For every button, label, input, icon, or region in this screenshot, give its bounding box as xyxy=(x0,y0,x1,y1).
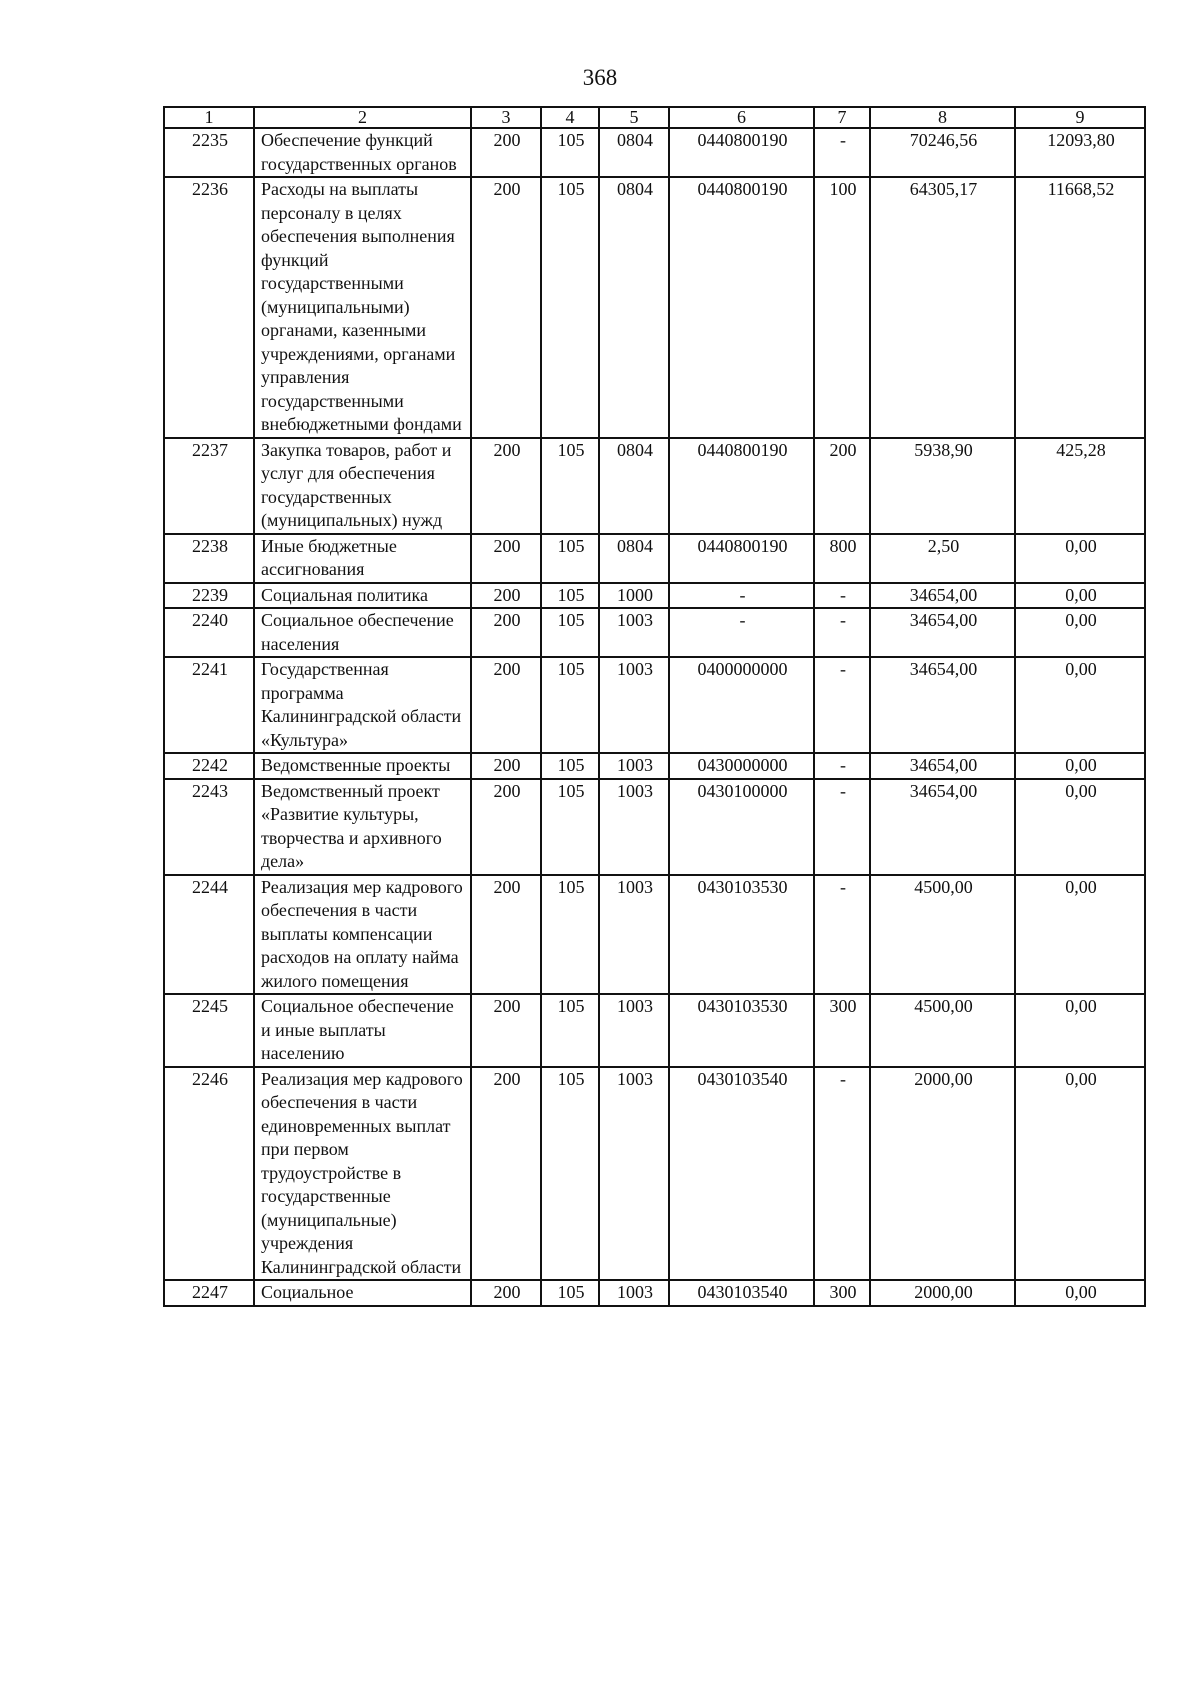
cell-col5: 0804 xyxy=(599,177,669,438)
cell-col8: 64305,17 xyxy=(870,177,1015,438)
cell-col3: 200 xyxy=(471,753,541,779)
row-name: Реализация мер кадрового обеспечения в части единовременных выплат при первом трудоустройстве в государственные (муниципальные) учреждения Калининградской области xyxy=(254,1067,471,1281)
cell-col6: 0430103530 xyxy=(669,875,814,995)
cell-col5: 1003 xyxy=(599,1067,669,1281)
cell-col6: 0440800190 xyxy=(669,534,814,583)
cell-col9: 0,00 xyxy=(1015,1067,1145,1281)
cell-col6: 0430000000 xyxy=(669,753,814,779)
cell-col5: 1003 xyxy=(599,753,669,779)
table-body xyxy=(164,107,1145,1306)
table-row xyxy=(164,534,1145,583)
cell-col8: 4500,00 xyxy=(870,875,1015,995)
cell-col8: 4500,00 xyxy=(870,994,1015,1067)
cell-col8: 70246,56 xyxy=(870,128,1015,177)
header-cell: 4 xyxy=(541,107,599,128)
cell-col7: - xyxy=(814,583,870,609)
table-row xyxy=(164,753,1145,779)
cell-col9: 11668,52 xyxy=(1015,177,1145,438)
cell-col6: 0440800190 xyxy=(669,128,814,177)
row-name: Ведомственные проекты xyxy=(254,753,471,779)
header-cell: 7 xyxy=(814,107,870,128)
cell-col6: 0440800190 xyxy=(669,177,814,438)
cell-col8: 34654,00 xyxy=(870,608,1015,657)
row-name: Государственная программа Калининградской области «Культура» xyxy=(254,657,471,753)
cell-col9: 0,00 xyxy=(1015,875,1145,995)
cell-col7: - xyxy=(814,608,870,657)
cell-col7: 300 xyxy=(814,1280,870,1306)
row-number: 2244 xyxy=(164,875,254,995)
cell-col7: - xyxy=(814,779,870,875)
cell-col9: 0,00 xyxy=(1015,608,1145,657)
table-row xyxy=(164,128,1145,177)
row-name: Социальное xyxy=(254,1280,471,1306)
header-cell: 5 xyxy=(599,107,669,128)
cell-col7: 100 xyxy=(814,177,870,438)
row-number: 2245 xyxy=(164,994,254,1067)
row-name: Социальное обеспечение населения xyxy=(254,608,471,657)
cell-col4: 105 xyxy=(541,1067,599,1281)
cell-col7: - xyxy=(814,753,870,779)
cell-col3: 200 xyxy=(471,534,541,583)
cell-col4: 105 xyxy=(541,177,599,438)
table-row xyxy=(164,438,1145,534)
cell-col5: 0804 xyxy=(599,534,669,583)
cell-col5: 0804 xyxy=(599,438,669,534)
table-row xyxy=(164,657,1145,753)
cell-col3: 200 xyxy=(471,608,541,657)
row-name: Расходы на выплаты персоналу в целях обеспечения выполнения функций государственными (муниципальными) органами, казенными учреждениями, органами управления государственными внебюджетными фондами xyxy=(254,177,471,438)
cell-col8: 34654,00 xyxy=(870,779,1015,875)
row-name: Социальное обеспечение и иные выплаты населению xyxy=(254,994,471,1067)
row-number: 2247 xyxy=(164,1280,254,1306)
cell-col7: - xyxy=(814,128,870,177)
row-number: 2246 xyxy=(164,1067,254,1281)
cell-col4: 105 xyxy=(541,779,599,875)
row-number: 2243 xyxy=(164,779,254,875)
cell-col5: 1003 xyxy=(599,994,669,1067)
row-name: Социальная политика xyxy=(254,583,471,609)
cell-col4: 105 xyxy=(541,608,599,657)
cell-col3: 200 xyxy=(471,657,541,753)
table-row xyxy=(164,875,1145,995)
cell-col9: 0,00 xyxy=(1015,657,1145,753)
cell-col3: 200 xyxy=(471,177,541,438)
cell-col9: 0,00 xyxy=(1015,583,1145,609)
cell-col4: 105 xyxy=(541,1280,599,1306)
cell-col5: 1003 xyxy=(599,1280,669,1306)
cell-col3: 200 xyxy=(471,994,541,1067)
row-name: Ведомственный проект «Развитие культуры, творчества и архивного дела» xyxy=(254,779,471,875)
cell-col4: 105 xyxy=(541,657,599,753)
cell-col9: 425,28 xyxy=(1015,438,1145,534)
row-number: 2237 xyxy=(164,438,254,534)
cell-col3: 200 xyxy=(471,583,541,609)
cell-col3: 200 xyxy=(471,779,541,875)
table-row xyxy=(164,177,1145,438)
cell-col3: 200 xyxy=(471,438,541,534)
cell-col7: 200 xyxy=(814,438,870,534)
cell-col9: 0,00 xyxy=(1015,534,1145,583)
cell-col7: - xyxy=(814,875,870,995)
cell-col9: 0,00 xyxy=(1015,779,1145,875)
cell-col7: 800 xyxy=(814,534,870,583)
header-cell: 8 xyxy=(870,107,1015,128)
row-name: Закупка товаров, работ и услуг для обеспечения государственных (муниципальных) нужд xyxy=(254,438,471,534)
cell-col4: 105 xyxy=(541,583,599,609)
cell-col4: 105 xyxy=(541,438,599,534)
cell-col8: 2,50 xyxy=(870,534,1015,583)
cell-col9: 0,00 xyxy=(1015,1280,1145,1306)
cell-col5: 0804 xyxy=(599,128,669,177)
header-cell: 6 xyxy=(669,107,814,128)
cell-col3: 200 xyxy=(471,1280,541,1306)
cell-col4: 105 xyxy=(541,994,599,1067)
cell-col6: - xyxy=(669,583,814,609)
cell-col4: 105 xyxy=(541,875,599,995)
table-row xyxy=(164,1067,1145,1281)
row-number: 2238 xyxy=(164,534,254,583)
cell-col8: 34654,00 xyxy=(870,753,1015,779)
row-number: 2242 xyxy=(164,753,254,779)
header-cell: 3 xyxy=(471,107,541,128)
row-number: 2241 xyxy=(164,657,254,753)
row-number: 2236 xyxy=(164,177,254,438)
cell-col8: 2000,00 xyxy=(870,1280,1015,1306)
cell-col4: 105 xyxy=(541,534,599,583)
cell-col5: 1003 xyxy=(599,657,669,753)
cell-col4: 105 xyxy=(541,753,599,779)
cell-col7: - xyxy=(814,657,870,753)
cell-col5: 1003 xyxy=(599,608,669,657)
cell-col8: 34654,00 xyxy=(870,657,1015,753)
cell-col6: 0430103530 xyxy=(669,994,814,1067)
header-cell: 2 xyxy=(254,107,471,128)
cell-col7: 300 xyxy=(814,994,870,1067)
cell-col6: - xyxy=(669,608,814,657)
row-number: 2239 xyxy=(164,583,254,609)
cell-col6: 0400000000 xyxy=(669,657,814,753)
page-number: 368 xyxy=(582,65,618,90)
cell-col8: 34654,00 xyxy=(870,583,1015,609)
cell-col7: - xyxy=(814,1067,870,1281)
cell-col5: 1003 xyxy=(599,779,669,875)
row-name: Обеспечение функций государственных органов xyxy=(254,128,471,177)
cell-col9: 12093,80 xyxy=(1015,128,1145,177)
header-row xyxy=(164,107,1145,128)
row-name: Иные бюджетные ассигнования xyxy=(254,534,471,583)
cell-col8: 2000,00 xyxy=(870,1067,1015,1281)
table-row xyxy=(164,779,1145,875)
cell-col3: 200 xyxy=(471,1067,541,1281)
cell-col5: 1000 xyxy=(599,583,669,609)
row-name: Реализация мер кадрового обеспечения в части выплаты компенсации расходов на оплату найма жилого помещения xyxy=(254,875,471,995)
cell-col4: 105 xyxy=(541,128,599,177)
cell-col6: 0430103540 xyxy=(669,1067,814,1281)
row-number: 2235 xyxy=(164,128,254,177)
cell-col3: 200 xyxy=(471,875,541,995)
header-cell: 1 xyxy=(164,107,254,128)
cell-col8: 5938,90 xyxy=(870,438,1015,534)
cell-col6: 0440800190 xyxy=(669,438,814,534)
cell-col5: 1003 xyxy=(599,875,669,995)
budget-table xyxy=(163,106,1146,1307)
table-row xyxy=(164,608,1145,657)
row-number: 2240 xyxy=(164,608,254,657)
cell-col9: 0,00 xyxy=(1015,753,1145,779)
header-cell: 9 xyxy=(1015,107,1145,128)
table-row xyxy=(164,1280,1145,1306)
cell-col9: 0,00 xyxy=(1015,994,1145,1067)
table-row xyxy=(164,994,1145,1067)
cell-col3: 200 xyxy=(471,128,541,177)
cell-col6: 0430103540 xyxy=(669,1280,814,1306)
table-row xyxy=(164,583,1145,609)
cell-col6: 0430100000 xyxy=(669,779,814,875)
